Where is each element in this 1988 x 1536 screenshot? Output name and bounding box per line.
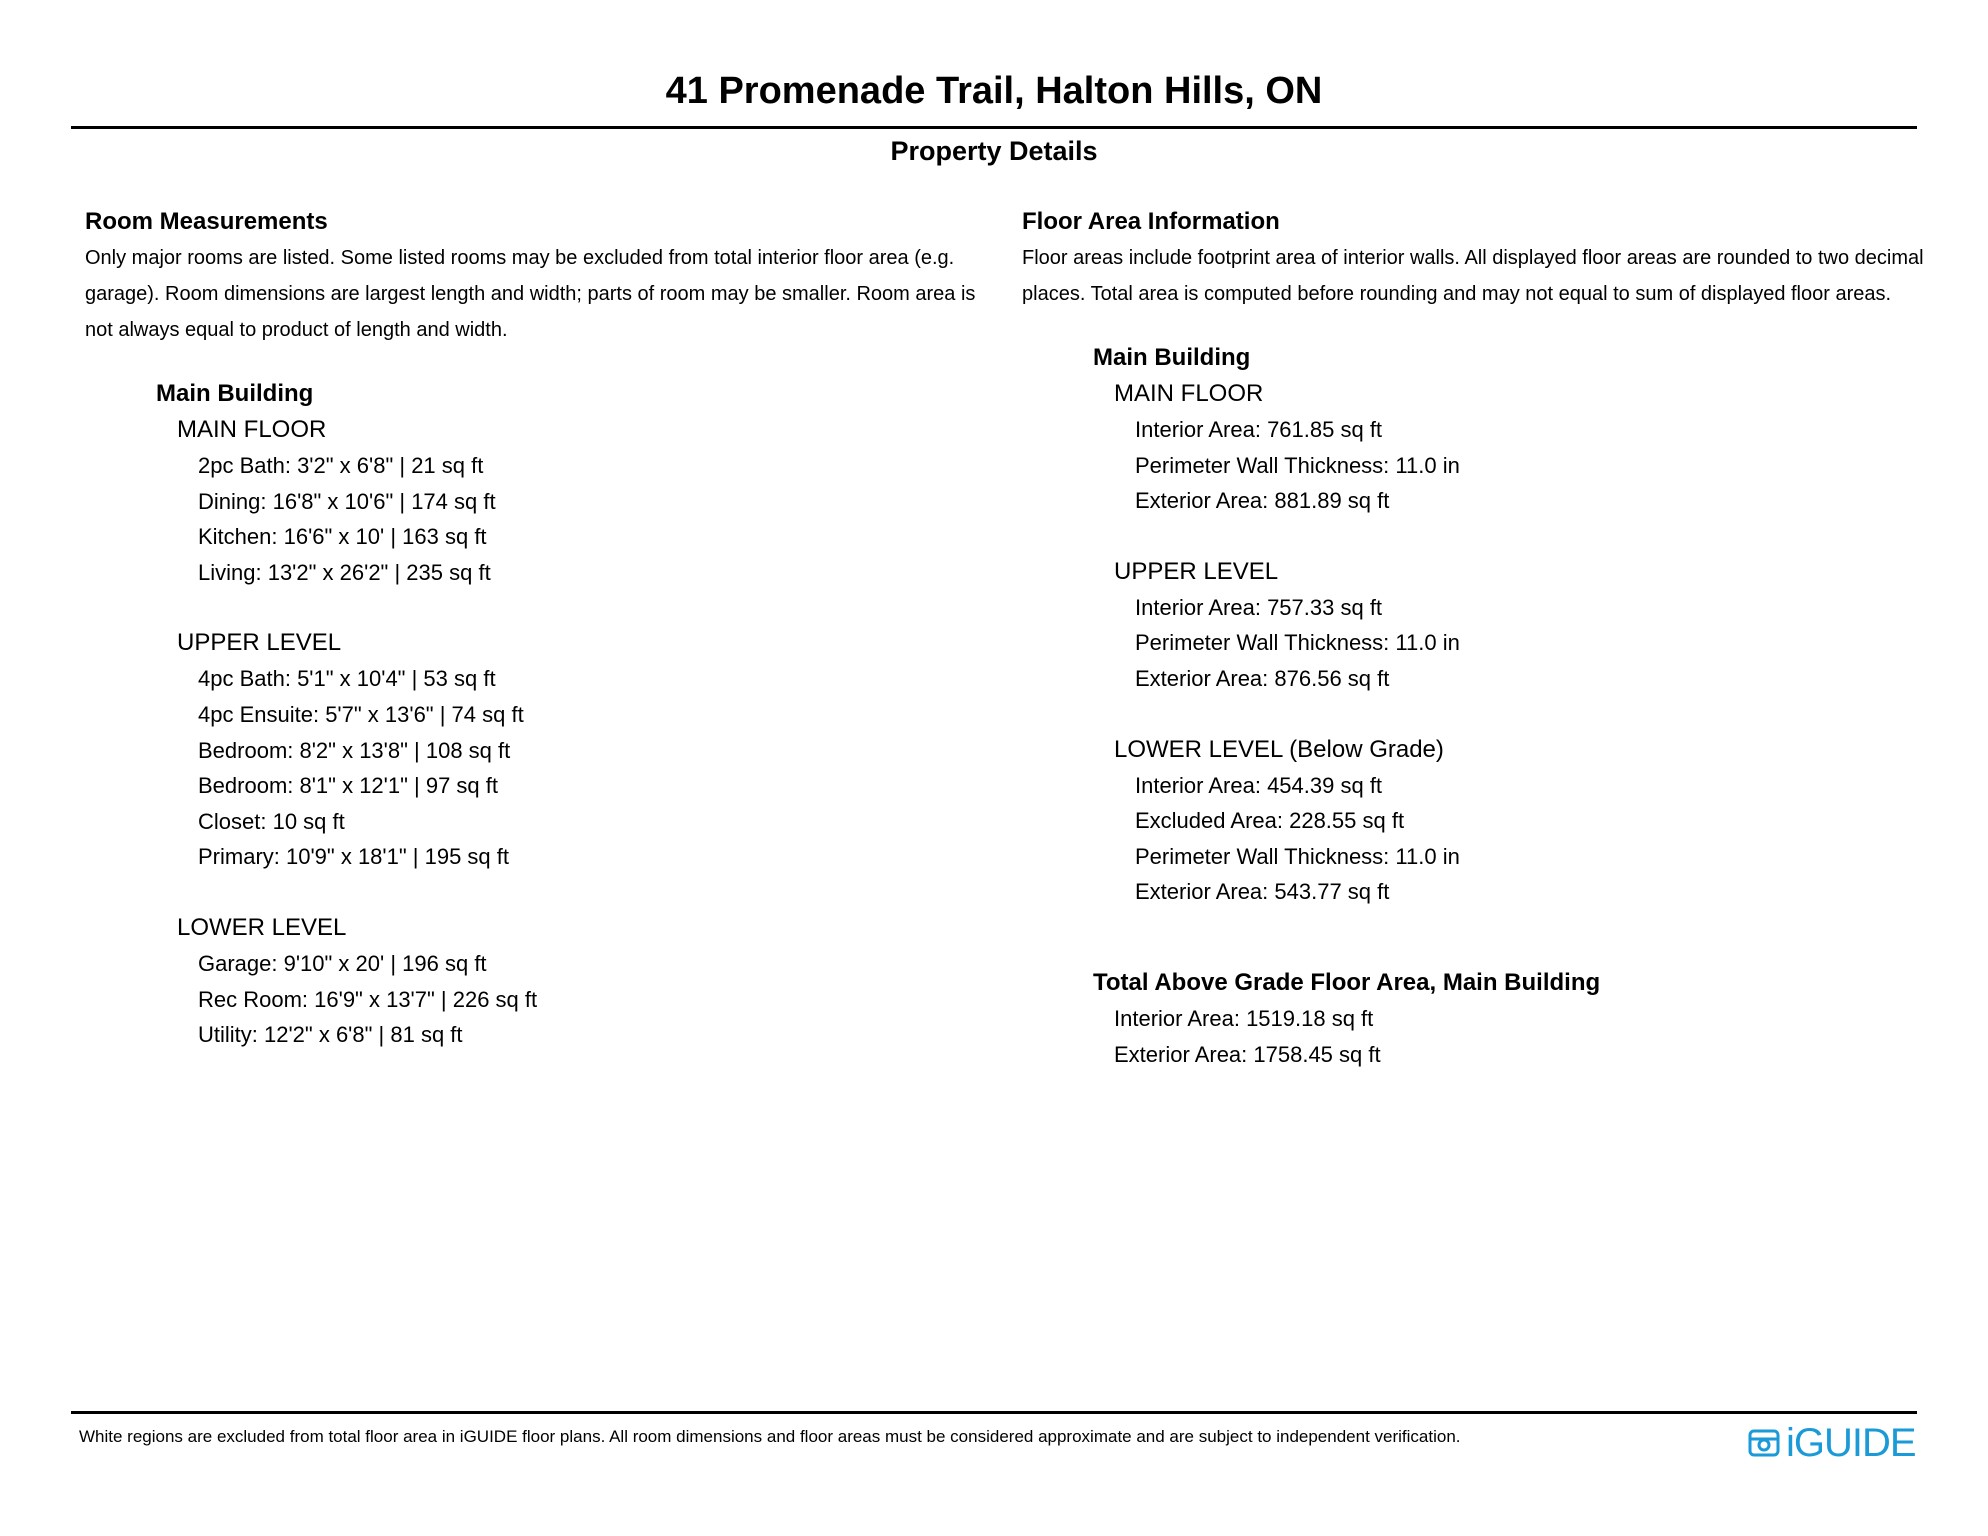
level-upper-level: [177, 625, 990, 875]
room-line: Closet: 10 sq ft: [198, 808, 345, 834]
page-title: 41 Promenade Trail, Halton Hills, ON: [665, 70, 1323, 112]
area-line: Interior Area: 454.39 sq ft: [1135, 772, 1383, 798]
area-line: Exterior Area: 543.77 sq ft: [1135, 879, 1390, 905]
total-above-grade: [1093, 965, 1927, 1072]
area-line: Perimeter Wall Thickness: 11.0 in: [1135, 630, 1460, 656]
level-name: LOWER LEVEL (Below Grade): [1114, 735, 1444, 763]
total-heading: Total Above Grade Floor Area, Main Building: [1093, 968, 1601, 996]
room-line: 4pc Ensuite: 5'7" x 13'6" | 74 sq ft: [198, 701, 524, 727]
room-line: Utility: 12'2" x 6'8" | 81 sq ft: [198, 1022, 463, 1048]
room-line: Bedroom: 8'2" x 13'8" | 108 sq ft: [198, 737, 511, 763]
room-measurements-heading: Room Measurements: [85, 208, 328, 235]
iguide-logo: [1748, 1420, 1916, 1466]
level-name: MAIN FLOOR: [1114, 380, 1264, 407]
area-line: Exterior Area: 881.89 sq ft: [1135, 488, 1390, 514]
floor-area-heading: Floor Area Information: [1022, 208, 1280, 235]
building-name: Main Building: [1093, 344, 1251, 371]
area-level-main-floor: [1114, 376, 1927, 519]
logo-text: iGUIDE: [1786, 1421, 1916, 1465]
level-name: LOWER LEVEL: [177, 913, 347, 941]
footer-divider: [71, 1411, 1917, 1414]
room-line: Dining: 16'8" x 10'6" | 174 sq ft: [198, 488, 496, 514]
room-line: Kitchen: 16'6" x 10' | 163 sq ft: [198, 524, 487, 550]
level-lower-level: [177, 910, 990, 1053]
level-main-floor: [177, 412, 990, 590]
footer-disclaimer: White regions are excluded from total floor area in iGUIDE floor plans. All room dimensions and floor areas must be considered approximate and are subject to independent verification.: [79, 1427, 1461, 1446]
area-line: Excluded Area: 228.55 sq ft: [1135, 808, 1405, 834]
room-line: 2pc Bath: 3'2" x 6'8" | 21 sq ft: [198, 453, 484, 478]
room-measurements-building: [156, 376, 990, 1053]
room-line: Garage: 9'10" x 20' | 196 sq ft: [198, 950, 487, 976]
area-line: Perimeter Wall Thickness: 11.0 in: [1135, 843, 1460, 869]
total-line: Exterior Area: 1758.45 sq ft: [1114, 1041, 1381, 1067]
floor-area-note: Floor areas include footprint area of interior walls. All displayed floor areas are rounded to two decimal places. Total area is computed before rounding and may not equal to sum of displayed floor areas.: [1022, 247, 1924, 305]
area-level-lower-level: [1114, 732, 1927, 910]
iguide-camera-icon: [1748, 1427, 1780, 1459]
room-measurements-note: Only major rooms are listed. Some listed rooms may be excluded from total interior floor area (e.g. garage). Room dimensions are largest length and width; parts of room may be smaller. Room area is not always equal to product of length and width.: [85, 247, 976, 341]
header-divider: [71, 126, 1917, 129]
level-name: UPPER LEVEL: [177, 629, 342, 657]
area-line: Perimeter Wall Thickness: 11.0 in: [1135, 452, 1460, 478]
room-line: 4pc Bath: 5'1" x 10'4" | 53 sq ft: [198, 666, 496, 692]
page-subtitle: Property Details: [890, 136, 1098, 166]
building-name: Main Building: [156, 380, 314, 407]
area-level-upper-level: [1114, 554, 1927, 697]
room-line: Rec Room: 16'9" x 13'7" | 226 sq ft: [198, 986, 538, 1012]
level-name: MAIN FLOOR: [177, 416, 327, 443]
level-name: UPPER LEVEL: [1114, 557, 1279, 585]
room-line: Primary: 10'9" x 18'1" | 195 sq ft: [198, 844, 509, 870]
floor-area-building: [1093, 340, 1927, 910]
room-line: Living: 13'2" x 26'2" | 235 sq ft: [198, 559, 491, 585]
area-line: Interior Area: 757.33 sq ft: [1135, 594, 1383, 620]
total-line: Interior Area: 1519.18 sq ft: [1114, 1005, 1374, 1031]
room-measurements-section: [85, 206, 990, 1053]
room-line: Bedroom: 8'1" x 12'1" | 97 sq ft: [198, 773, 499, 799]
area-line: Exterior Area: 876.56 sq ft: [1135, 665, 1390, 691]
area-line: Interior Area: 761.85 sq ft: [1135, 417, 1383, 442]
floor-area-section: [1022, 206, 1927, 1072]
